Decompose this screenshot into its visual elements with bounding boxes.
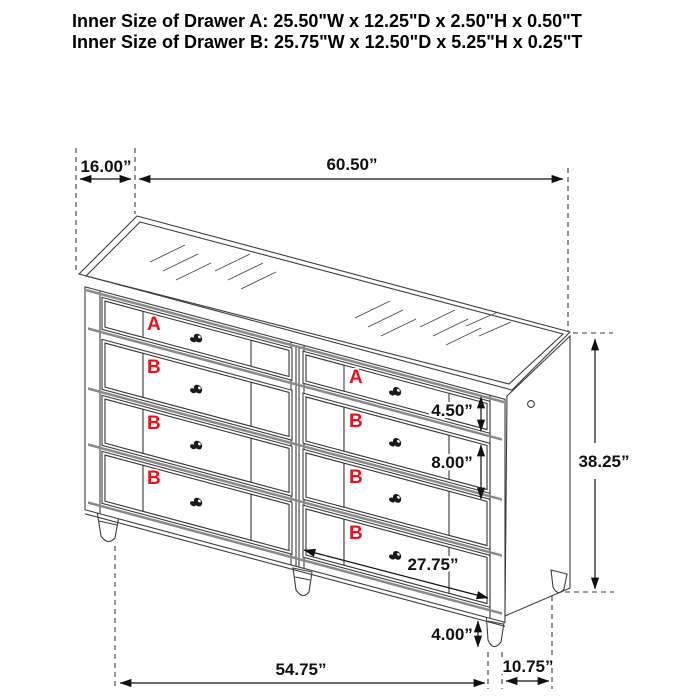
drawer-label-left-b1: B: [147, 357, 161, 378]
drawer-label-right-b3: B: [349, 523, 363, 544]
footprint-depth-label: 10.75”: [502, 657, 554, 676]
inner-size-drawer-a-text: Inner Size of Drawer A: 25.50"W x 12.25"D x 2.50"H x 0.50"T: [72, 11, 582, 31]
footprint-width-label: 54.75”: [275, 660, 327, 679]
top-width-label: 60.50”: [326, 155, 378, 174]
top-depth-label: 16.00”: [80, 157, 132, 176]
drawer-label-left-b2: B: [147, 413, 161, 434]
overall-height-label: 38.25”: [578, 452, 630, 471]
drawer-b-height-label: 8.00”: [431, 453, 473, 472]
drawer-label-right-a: A: [349, 367, 363, 388]
drawer-width-label: 27.75”: [407, 555, 459, 574]
drawer-label-right-b2: B: [349, 467, 363, 488]
drawer-label-left-b3: B: [147, 468, 161, 489]
inner-size-drawer-b-text: Inner Size of Drawer B: 25.75"W x 12.50"D x 5.25"H x 0.25"T: [72, 32, 583, 52]
drawer-a-height-label: 4.50”: [431, 401, 473, 420]
title-block: [72, 11, 582, 52]
drawer-label-right-b1: B: [349, 411, 363, 432]
leg-height-label: 4.00”: [431, 625, 473, 644]
drawer-label-left-a: A: [147, 314, 161, 335]
